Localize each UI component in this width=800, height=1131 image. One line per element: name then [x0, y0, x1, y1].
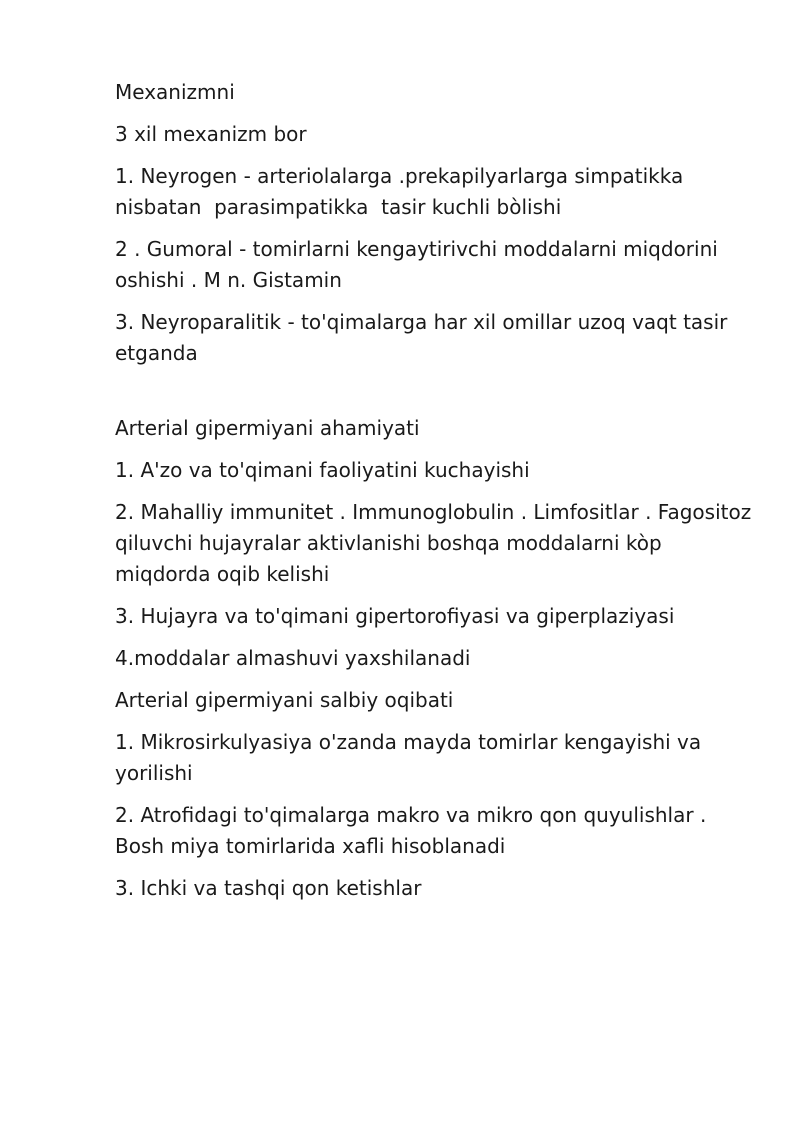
section-heading-negative-consequences: Arterial gipermiyani salbiy oqibati	[115, 688, 454, 712]
list-item: 3. Neyroparalitik - to'qimalarga har xil omillar uzoq vaqt tasir etganda	[115, 310, 734, 365]
blank-line	[115, 380, 755, 413]
list-item: 1. Mikrosirkulyasiya o'zanda mayda tomirlar kengayishi va yorilishi	[115, 730, 708, 785]
list-item: 1. A'zo va to'qimani faoliyatini kuchayishi	[115, 458, 530, 482]
list-item: 1. Neyrogen - arteriolalarga .prekapilyarlarga simpatikka nisbatan parasimpatikka tasir kuchli bòlishi	[115, 164, 690, 219]
list-item: 2 . Gumoral - tomirlarni kengaytirivchi moddalarni miqdorini oshishi . M n. Gistamin	[115, 237, 725, 292]
list-item: 2. Mahalliy immunitet . Immunoglobulin . Limfositlar . Fagositoz qiluvchi hujayralar aktivlanishi boshqa moddalarni kòp miqdorda oqib kelishi	[115, 500, 758, 586]
paragraph: 3 xil mexanizm bor	[115, 122, 307, 146]
document-body	[115, 77, 758, 915]
section-heading-mechanism: Mexanizmni	[115, 80, 235, 104]
list-item: 3. Hujayra va to'qimani gipertorofiyasi va giperplaziyasi	[115, 604, 675, 628]
section-heading-significance: Arterial gipermiyani ahamiyati	[115, 416, 420, 440]
list-item: 3. Ichki va tashqi qon ketishlar	[115, 876, 422, 900]
list-item: 4.moddalar almashuvi yaxshilanadi	[115, 646, 471, 670]
list-item: 2. Atrofidagi to'qimalarga makro va mikro qon quyulishlar . Bosh miya tomirlarida xafli hisoblanadi	[115, 803, 713, 858]
